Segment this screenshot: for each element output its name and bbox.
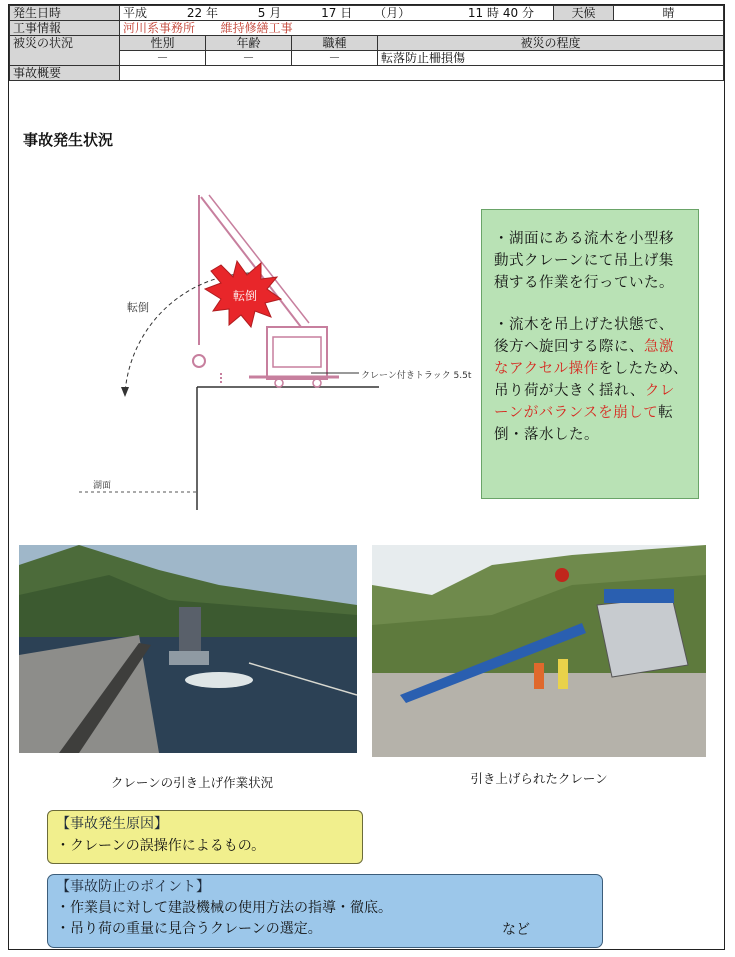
- age-value: －: [206, 51, 292, 66]
- weather-label: 天候: [554, 6, 614, 21]
- truck-label: クレーン付きトラック 5.5t: [361, 371, 472, 381]
- date-value: 平成 22 年 5 月 17 日 （月） 11 時 40 分: [120, 6, 554, 21]
- work-row: [10, 21, 724, 36]
- work-name: 維持修繕工事: [220, 21, 293, 35]
- victim-label: 被災の状況: [10, 36, 120, 66]
- overview-row: [10, 66, 724, 81]
- right-photo-caption: 引き上げられたクレーン: [470, 771, 608, 786]
- work-label: 工事情報: [10, 21, 120, 36]
- office-name: 河川系事務所: [123, 21, 196, 35]
- date-label: 発生日時: [10, 6, 120, 21]
- burst-text: 転倒: [233, 289, 258, 303]
- gender-header: 性別: [120, 36, 206, 51]
- job-value: －: [292, 51, 378, 66]
- weather-value: 晴: [614, 6, 724, 21]
- fall-label: 転倒: [127, 301, 149, 314]
- prevention-points-box: [47, 874, 603, 948]
- work-value: [120, 21, 724, 36]
- prevention-line-2: ・吊り荷の重量に見合うクレーンの選定。: [56, 921, 322, 937]
- description-paragraph-1: ・湖面にある流木を小型移動式クレーンにて吊上げ集積する作業を行っていた。: [494, 231, 674, 291]
- alert-text-1: 急激なアクセル操作: [494, 339, 674, 377]
- accident-diagram: [49, 165, 489, 525]
- job-header: 職種: [292, 36, 378, 51]
- situation-description: [481, 209, 699, 499]
- photo-recovered-crane: [372, 545, 706, 757]
- section-title: 事故発生状況: [23, 131, 114, 149]
- cause-title: 【事故発生原因】: [56, 816, 168, 832]
- cause-line-1: ・クレーンの誤操作によるもの。: [56, 838, 266, 854]
- overview-value: [120, 66, 724, 81]
- victim-header-row: [10, 36, 724, 51]
- lake-label: 湖面: [93, 481, 112, 491]
- prevention-line-1: ・作業員に対して建設機械の使用方法の指導・徹底。: [56, 900, 392, 916]
- accident-report-sheet: [8, 4, 725, 950]
- date-row: [10, 6, 724, 21]
- degree-header: 被災の程度: [378, 36, 724, 51]
- age-header: 年齢: [206, 36, 292, 51]
- gender-value: －: [120, 51, 206, 66]
- overview-label: 事故概要: [10, 66, 120, 81]
- alert-text-2: クレーンがバランスを崩して: [494, 383, 675, 421]
- prevention-title: 【事故防止のポイント】: [56, 879, 210, 895]
- report-header-table: [9, 5, 724, 81]
- degree-value: 転落防止柵損傷: [378, 51, 724, 66]
- prevention-etc: など: [502, 922, 530, 938]
- description-paragraph-2: ・流木を吊上げた状態で、後方へ旋回する際に、急激なアクセル操作をしたため、吊り荷が大きく揺れ、クレーンがバランスを崩して転倒・落水した。: [494, 317, 688, 443]
- left-photo-caption: クレーンの引き上げ作業状況: [110, 775, 274, 790]
- accident-cause-box: [47, 810, 363, 864]
- photo-crane-lifting: [19, 545, 357, 753]
